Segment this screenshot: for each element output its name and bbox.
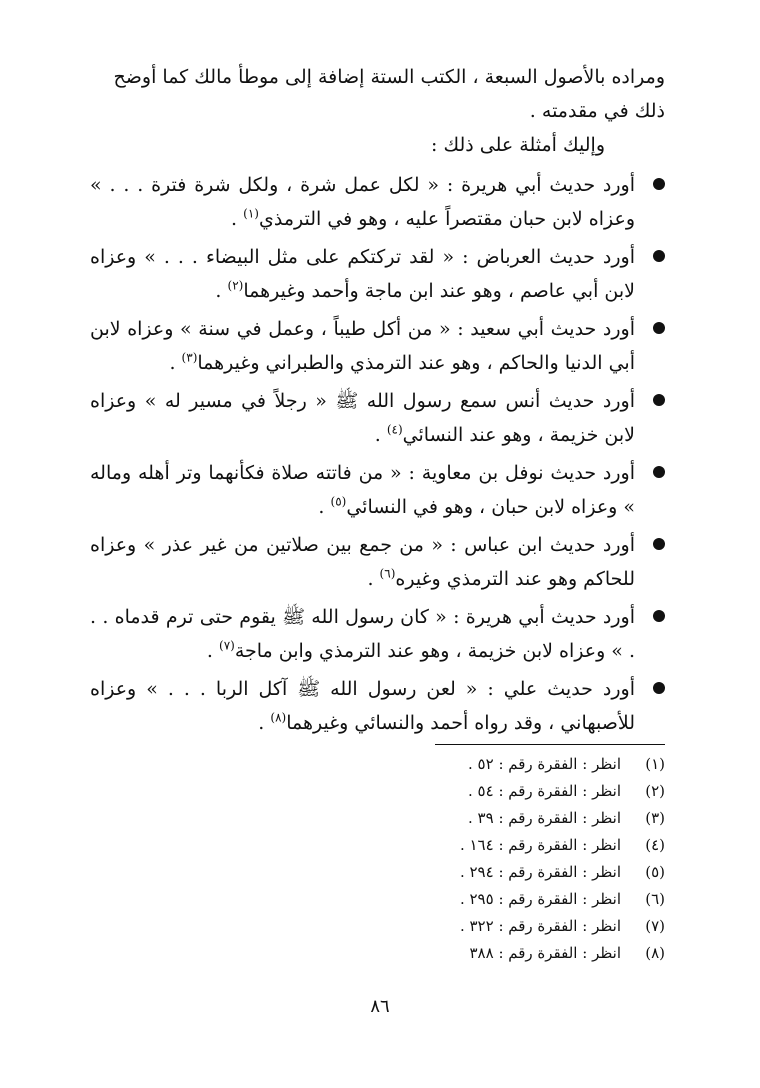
example-text: أورد حديث نوفل بن معاوية : « من فاتته صلاة فكأنهما وتر أهله وماله » وعزاه لابن حبان ، وهو في النسائي: [90, 462, 635, 518]
footnote-number: (٢): [645, 782, 665, 800]
example-end: .: [258, 712, 271, 734]
footnote-text: انظر : الفقرة رقم : ٣٢٢ .: [459, 917, 621, 935]
bullet-icon: [653, 682, 665, 694]
example-item: [90, 600, 665, 668]
footnote-number: (٦): [645, 890, 665, 908]
example-item: [90, 672, 665, 740]
intro-line-3: وإليك أمثلة على ذلك :: [431, 134, 605, 156]
footnote-ref[interactable]: (٤): [386, 422, 403, 437]
intro-paragraph: [90, 60, 665, 162]
examples-list: [90, 168, 665, 740]
bullet-icon: [653, 610, 665, 622]
footnote-text: انظر : الفقرة رقم : ٢٩٥ .: [459, 890, 621, 908]
footnote-item: [90, 859, 665, 886]
footnote-text: انظر : الفقرة رقم : ٢٩٤ .: [459, 863, 621, 881]
footnote-number: (٤): [645, 836, 665, 854]
example-text: أورد حديث ابن عباس : « من جمع بين صلاتين من غير عذر » وعزاه للحاكم وهو عند الترمذي وغيره: [90, 534, 635, 590]
example-text: أورد حديث العرباض : « لقد تركتكم على مثل البيضاء . . . » وعزاه لابن أبي عاصم ، وهو عند ابن ماجة وأحمد وغيرهما: [90, 246, 635, 302]
example-text: أورد حديث علي : « لعن رسول الله ﷺ آكل الربا . . . » وعزاه للأصبهاني ، وقد رواه أحمد والنسائي وغيرهما: [90, 678, 635, 734]
example-text: أورد حديث أبي سعيد : « من أكل طيباً ، وعمل في سنة » وعزاه لابن أبي الدنيا والحاكم ، وهو عند الترمذي والطبراني وغيرهما: [90, 318, 635, 374]
footnote-item: [90, 778, 665, 805]
footnote-number: (٧): [645, 917, 665, 935]
footnote-ref[interactable]: (٨): [270, 710, 287, 725]
example-item: [90, 168, 665, 236]
footnote-ref[interactable]: (٣): [181, 350, 198, 365]
example-end: .: [215, 280, 228, 302]
example-item: [90, 456, 665, 524]
footnote-ref[interactable]: (٢): [227, 278, 244, 293]
page-content: [90, 60, 665, 967]
example-end: .: [374, 424, 387, 446]
footnote-text: انظر : الفقرة رقم : ٥٤ .: [468, 782, 621, 800]
bullet-icon: [653, 466, 665, 478]
footnote-text: انظر : الفقرة رقم : ٣٩ .: [468, 809, 621, 827]
example-text: أورد حديث أبي هريرة : « لكل عمل شرة ، ولكل شرة فترة . . . » وعزاه لابن حبان مقتصراً عليه ، وهو في الترمذي: [90, 174, 635, 230]
footnote-number: (٣): [645, 809, 665, 827]
footnote-ref[interactable]: (٧): [219, 638, 235, 653]
example-end: .: [231, 208, 244, 230]
footnote-number: (٨): [645, 944, 665, 962]
footnote-item: [90, 832, 665, 859]
footnote-item: [90, 751, 665, 778]
example-end: .: [367, 568, 380, 590]
intro-line-1: ومراده بالأصول السبعة ، الكتب الستة إضافة إلى موطأ مالك كما أوضح: [113, 66, 665, 88]
bullet-icon: [653, 322, 665, 334]
intro-line-2: ذلك في مقدمته .: [529, 100, 665, 122]
example-text: أورد حديث أبي هريرة : « كان رسول الله ﷺ يقوم حتى ترم قدماه . . . » وعزاه لابن خزيمة ، وهو عند الترمذي وابن ماجة: [90, 606, 635, 662]
bullet-icon: [653, 538, 665, 550]
example-item: [90, 240, 665, 308]
footnote-ref[interactable]: (٥): [330, 494, 347, 509]
bullet-icon: [653, 178, 665, 190]
example-end: .: [169, 352, 182, 374]
bullet-icon: [653, 250, 665, 262]
example-end: .: [318, 496, 331, 518]
example-end: .: [206, 640, 219, 662]
footnote-text: انظر : الفقرة رقم : ٣٨٨: [469, 944, 621, 962]
footnote-number: (٥): [645, 863, 665, 881]
footnote-ref[interactable]: (١): [243, 206, 259, 221]
footnotes-list: [90, 751, 665, 967]
footnote-item: [90, 913, 665, 940]
example-item: [90, 312, 665, 380]
footnote-text: انظر : الفقرة رقم : ٥٢ .: [468, 755, 621, 773]
footnote-item: [90, 886, 665, 913]
footnote-separator: [435, 744, 665, 745]
footnote-text: انظر : الفقرة رقم : ١٦٤ .: [459, 836, 621, 854]
bullet-icon: [653, 394, 665, 406]
example-item: [90, 528, 665, 596]
example-item: [90, 384, 665, 452]
example-text: أورد حديث أنس سمع رسول الله ﷺ « رجلاً في مسير له » وعزاه لابن خزيمة ، وهو عند النسائي: [90, 390, 635, 446]
footnote-ref[interactable]: (٦): [379, 566, 396, 581]
page-number: ٨٦: [370, 996, 390, 1017]
footnote-item: [90, 940, 665, 967]
footnote-item: [90, 805, 665, 832]
footnote-number: (١): [645, 755, 665, 773]
